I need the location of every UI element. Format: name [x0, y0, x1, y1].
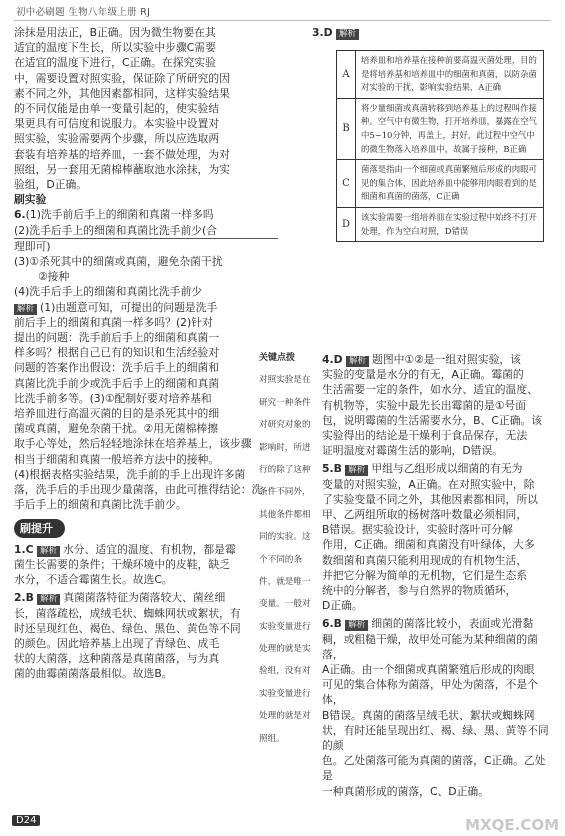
q6-analysis-line: 菌或真菌，避免杂菌干扰。②用无菌棉棒擦 — [14, 422, 219, 436]
q6b-line: A正确。由一个细菌或真菌繁殖后形成的肉眼 — [322, 663, 535, 677]
option-letter: A — [337, 51, 356, 98]
q5-line: 数细菌和真菌只能利用现成的有机物生活， — [322, 553, 528, 567]
key-point-line: 验组，没有对 — [259, 666, 311, 677]
key-point-line: 其他条件都相 — [259, 509, 311, 520]
key-point-line: 变量。一般对 — [259, 599, 311, 610]
q5-line: 统中的分解者，参与自然界的物质循环， — [322, 584, 517, 598]
q6-analysis-body — [14, 315, 278, 513]
q4-line: 生活需要一定的条件，如水分、适宜的温度、 — [322, 383, 538, 397]
q6b-line: 可见的集合体称为菌落，甲处为菌落，不是个体， — [322, 678, 538, 707]
q5-line: 并把它分解为简单的无机物，它们是生态系 — [322, 568, 528, 582]
q6b-body — [322, 632, 554, 799]
q6-part-3b: ②接种 — [38, 270, 70, 284]
q1-line: 菌生长需要的条件；干燥环境中的皮鞋，缺乏 — [14, 557, 230, 571]
option-letter: B — [337, 99, 356, 159]
q2-line: 状的大菌落，这种菌落是真菌菌落，与为真 — [14, 652, 220, 666]
table-row — [337, 99, 543, 160]
q6b-line: 一种真菌形成的菌落，C、D正确。 — [322, 784, 490, 798]
q2-line: 长，菌落疏松，成绒毛状、蜘蛛网状或絮状，有 — [14, 606, 241, 620]
q4-number: 4. — [322, 353, 334, 366]
section-heading-experiment: 刷实验 — [14, 193, 47, 207]
key-point-line: 行的除了这种 — [259, 464, 311, 475]
q5-number: 5. — [322, 462, 334, 476]
watermark: MXQE.COM — [465, 816, 559, 834]
q4-line: 题图中①②是一组对照实验，该 — [372, 353, 521, 366]
q2-line: 真菌菌落特征为菌落较大、菌丝细 — [63, 591, 226, 605]
q5-line: 作用，C正确。细菌和真菌没有叶绿体，大多 — [322, 538, 535, 552]
option-explanation: 将少量细菌或真菌转移到培养基上的过程叫作接种。空气中有微生物，打开培养皿，暴露在空气中5~10分钟，再盖上，封好，此过程中空气中的微生物落入培养皿中，故属于接种，B正确 — [361, 102, 537, 154]
q5-line: 甲组与乙组形成以细菌的有无为 — [371, 462, 523, 476]
q4-line: 包，说明霉菌的生活需要水分，B、C正确。该 — [322, 413, 543, 427]
q6b-number: 6. — [322, 617, 334, 631]
q5-line: B错误。据实验设计，实验时落叶可分解 — [322, 523, 513, 537]
q6-analysis-line: 比洗手前多等。(3)①配制好要对培养基和 — [14, 391, 212, 405]
q6-analysis-line: 样多吗？根据自己已有的知识和生活经验对 — [14, 346, 220, 360]
q6-analysis-line: 提出的问题：洗手前后手上的细菌和真菌一 — [14, 331, 220, 345]
q6-analysis-line: 培养皿进行高温灭菌的目的是杀死其中的细 — [14, 407, 220, 421]
key-point-line: 对研究对象的 — [259, 420, 311, 431]
q6-analysis-line: 取手心等处，然后轻轻地涂抹在培养基上，该步骤 — [14, 437, 252, 451]
q3-option-table — [336, 50, 544, 242]
intro-line: 套装有培养基的培养皿，一套不做处理，为对 — [14, 147, 230, 161]
table-row — [337, 160, 543, 208]
q6-part-2: (2)洗手后手上的细菌和真菌比洗手前少(合 — [14, 223, 278, 239]
table-row — [337, 51, 543, 99]
q1-line: 水分，不适合霉菌生长。故选C。 — [14, 573, 173, 587]
q6-number: 6. — [14, 208, 26, 222]
intro-line: 照组，另一套用无菌棉棒蘸取池水涂抹，为实 — [14, 162, 230, 176]
question-4 — [322, 352, 554, 458]
q6-analysis-line: 前后手上的细菌和真菌一样多吗？(2)针对 — [14, 315, 213, 329]
q4-line: 有机物等，实验中最先长出霉菌的是①号面 — [322, 398, 527, 412]
intro-line: 涂抹是用法正，B正确。因为微生物要在其 — [14, 26, 216, 39]
intro-line: 适宜的温度下生长，所以实验中步骤C需要 — [14, 41, 216, 55]
key-point-line: 处理的就是对 — [259, 711, 311, 722]
page-header: 初中必刷题 生物八年级上册 RJ — [16, 7, 151, 18]
q2-answer: B — [25, 591, 34, 605]
option-explanation: 该实验需要一组培养皿在实验过程中始终不打开处理，作为空白对照，D错误 — [361, 211, 537, 236]
q3-answer: D — [323, 26, 333, 39]
key-point-line: 处理的就是实 — [259, 644, 311, 655]
left-column — [14, 25, 278, 682]
q6-part-2b: 理即可) — [14, 239, 51, 253]
q4-line: 实验得出的结论是干燥利于食品保存，无法 — [322, 429, 528, 443]
q6b-answer: B — [333, 617, 342, 631]
option-explanation: 培养皿和培养基在接种前要高温灭菌处理，目的是将培养基和培养皿中的细菌和真菌，以防杂菌对实验的干扰，影响实验结果，A正确 — [361, 55, 537, 93]
key-point-line: 条件不同外， — [259, 487, 311, 498]
q6-part-1: (1)洗手前后手上的细菌和真菌一样多吗 — [25, 208, 214, 222]
right-lower-column — [322, 352, 554, 799]
question-6b — [322, 616, 554, 798]
q2-number: 2. — [14, 591, 26, 605]
q4-answer: D — [333, 353, 343, 366]
q6b-line: 状，有时还能呈现出红、褐、绿、黑、黄等不同的颜 — [322, 723, 549, 753]
q6-analysis — [14, 300, 278, 513]
q6-analysis-line: 手后手上的细菌和真菌比洗手前少。 — [14, 498, 187, 512]
question-1 — [14, 542, 278, 588]
q4-line: 证明温度对霉菌生活的影响，D错误。 — [322, 444, 504, 458]
q2-line: 时还呈现红色、褐色、绿色、黑色、黄色等不同 — [14, 621, 241, 635]
header-rule — [14, 20, 551, 21]
key-point-line: 影响时，所进 — [259, 442, 311, 453]
intro-line: 在适宜的温度下进行，C正确。在探究实验 — [14, 56, 216, 70]
q4-line: 实验的变量是水分的有无，A正确。霉菌的 — [322, 368, 524, 382]
analysis-tag: 解析 — [345, 620, 368, 631]
key-point-note — [259, 352, 317, 755]
intro-line: 照实验，实验需要两个步骤，所以应选取两 — [14, 132, 220, 146]
q6b-line: B错误。真菌的菌落呈绒毛状、絮状或蜘蛛网 — [322, 708, 535, 722]
intro-line: 的不同仅能是由单一变量引起的，使实验结 — [14, 102, 220, 116]
q6-analysis-line: 相当于细菌和真菌一般培养方法中的接种。 — [14, 452, 220, 466]
key-point-line: 对照实验是在 — [259, 375, 311, 386]
right-column — [312, 25, 552, 40]
q6-analysis-line: 真菌比洗手前少或洗手后手上的细菌和真菌 — [14, 376, 220, 390]
key-point-line: 个不同的条 — [259, 554, 302, 565]
q6b-line: 稠，或粗糙干燥，故甲处可能为某种细菌的菌落， — [322, 632, 538, 661]
question-2 — [14, 590, 278, 681]
key-point-line: 件，就是唯一 — [259, 576, 311, 587]
intro-line: 果更具有可信度和说服力。本实验中设置对 — [14, 117, 220, 131]
key-point-line: 照组。 — [259, 733, 285, 744]
analysis-tag: 解析 — [346, 356, 369, 367]
q6b-line: 细菌的菌落比较小，表面或光滑黏 — [371, 617, 534, 631]
q1-number: 1. — [14, 542, 26, 556]
q5-line: D正确。 — [322, 599, 363, 613]
key-point-title: 关键点拨 — [259, 353, 296, 363]
intro-paragraph — [14, 25, 278, 192]
option-letter: D — [337, 208, 356, 241]
q1-answer: C — [25, 542, 34, 556]
q2-line: 菌的曲霉菌菌落最相似。故选B。 — [14, 667, 173, 681]
key-point-line: 同的实验。这 — [259, 532, 311, 543]
analysis-tag: 解析 — [345, 465, 368, 476]
q5-answer: B — [333, 462, 342, 476]
analysis-tag: 解析 — [336, 29, 359, 40]
q6-part-3: (3)①杀死其中的细菌或真菌，避免杂菌干扰 — [14, 255, 223, 269]
intro-line: 中，需要设置对照实验，保证除了所研究的因 — [14, 71, 230, 85]
analysis-tag: 解析 — [37, 546, 60, 557]
question-6 — [14, 207, 278, 512]
q1-line: 水分、适宜的温度、有机物，都是霉 — [63, 542, 236, 556]
q2-line: 的颜色。因此培养基上出现了青绿色、成毛 — [14, 636, 220, 650]
q6-analysis-line: (1)由题意可知，可提出的问题是洗手 — [40, 300, 218, 314]
key-point-line: 实验变量进行 — [259, 688, 311, 699]
question-3 — [312, 25, 552, 40]
page-number: D24 — [12, 815, 40, 826]
q6-analysis-line: (4)根据表格实验结果，洗手前的手上出现许多菌 — [14, 467, 246, 481]
q5-line: 了实验变量不同之外，其他因素都相同，所以 — [322, 492, 538, 506]
option-explanation: 菌落是指由一个细菌或真菌繁殖后形成的肉眼可见的集合体，因此培养皿中能够用肉眼看到的是细菌和真菌的菌落，C正确 — [361, 164, 537, 202]
q6-analysis-line: 问题的答案作出假设：洗手后手上的细菌和 — [14, 361, 220, 375]
q3-number: 3. — [312, 26, 324, 39]
key-point-line: 研究一种条件 — [259, 397, 311, 408]
intro-line: 素不同之外，其他因素都相同，这样实验结果 — [14, 86, 230, 100]
key-point-body — [259, 374, 317, 746]
q5-line: 甲、乙两组所取的杨树落叶数量必须相同， — [322, 508, 528, 522]
q6-part-4: (4)洗手后手上的细菌和真菌比洗手前少 — [14, 285, 203, 299]
q6-analysis-line: 落，洗手后的手出现少量菌落，由此可推得结论：洗 — [14, 483, 263, 497]
q4-body — [322, 367, 554, 458]
analysis-tag: 解析 — [14, 304, 37, 315]
q5-body — [322, 477, 554, 614]
key-point-line: 实验变量进行 — [259, 621, 311, 632]
option-letter: C — [337, 160, 356, 207]
question-5 — [322, 461, 554, 613]
section-banner-improve: 刷提升 — [14, 519, 65, 538]
analysis-tag: 解析 — [37, 594, 60, 605]
q6b-line: 色。乙处菌落可能为真菌的菌落，C正确。乙处是 — [322, 754, 546, 783]
intro-line: 验组，D正确。 — [14, 178, 88, 192]
table-row — [337, 208, 543, 241]
q5-line: 变量的对照实验，A正确。在对照实验中，除 — [322, 477, 535, 491]
